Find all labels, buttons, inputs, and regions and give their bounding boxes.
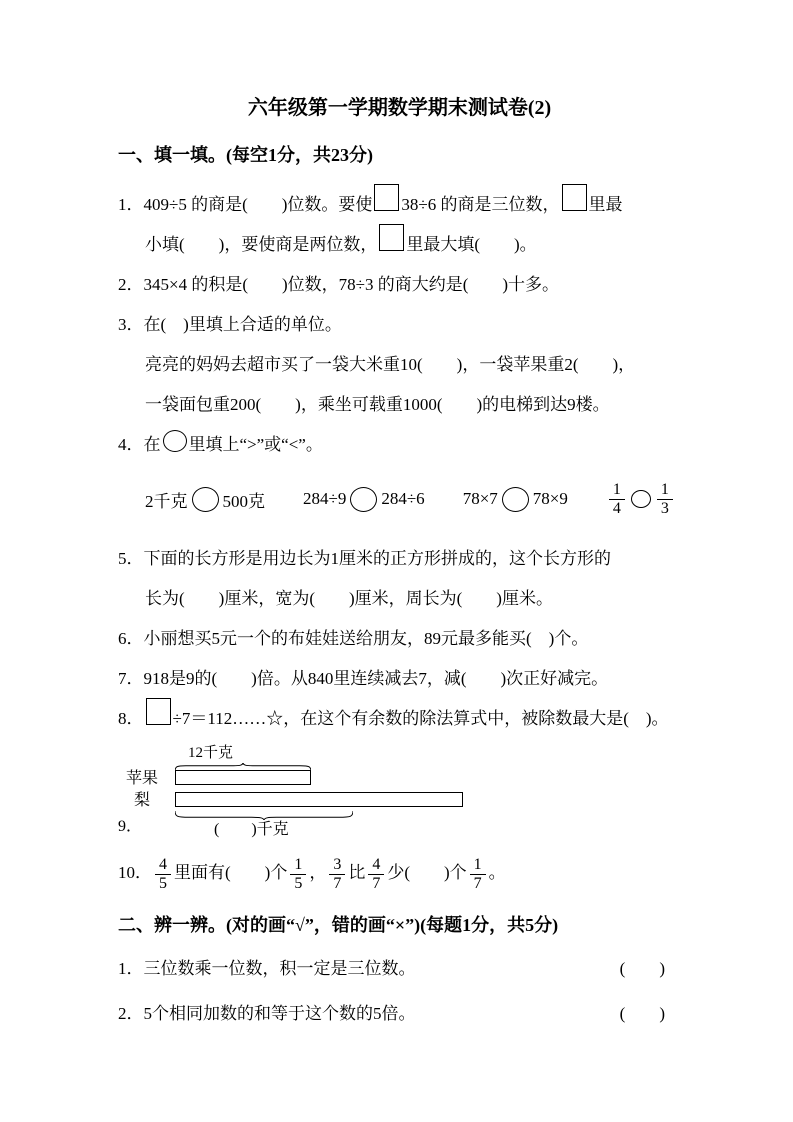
comparison-pair [463, 487, 568, 512]
section2-header: 二、辨一辨。(对的画“√”，错的画“×”)(每题1分，共5分) [118, 915, 559, 935]
fraction-denominator: 7 [368, 874, 384, 893]
spacer [416, 949, 620, 989]
comparison-right: 500克 [222, 491, 265, 511]
fraction-numerator: 4 [372, 856, 381, 873]
question-8 [118, 699, 681, 739]
fraction-numerator: 1 [294, 856, 303, 873]
question-3-line-1: 3．在( )里填上合适的单位。 [118, 315, 342, 334]
blank-box [379, 224, 404, 251]
fraction-denominator: 3 [657, 499, 673, 518]
spacer [416, 994, 620, 1034]
q1-text-e: 里最大填( )。 [406, 235, 537, 254]
question-5-line-1: 5．下面的长方形是用边长为1厘米的正方形拼成的，这个长方形的 [118, 549, 611, 568]
fraction-denominator: 5 [290, 874, 306, 893]
comparison-right: 284÷6 [381, 489, 425, 508]
fraction-denominator: 5 [155, 874, 171, 893]
q4-head-b: 里填上“>”或“<”。 [188, 435, 323, 454]
fraction [368, 856, 384, 892]
tf-item-text: 1．三位数乘一位数，积一定是三位数。 [118, 959, 416, 978]
q10-text-5: 。 [488, 863, 506, 882]
comparison-left: 78×7 [462, 489, 498, 508]
fraction [657, 481, 673, 517]
comparison-circle [631, 490, 651, 508]
fraction [155, 856, 171, 892]
comparison-circle [350, 487, 377, 512]
apple-label: 苹果 [126, 770, 159, 787]
q10-number: 10． [118, 863, 152, 882]
question-9-diagram [118, 739, 681, 839]
q10-text-1: 里面有( )个 [174, 863, 288, 882]
question-4-comparisons [118, 471, 681, 527]
answer-blank: ( ) [619, 1004, 665, 1023]
bottom-brace-label: ( )千克 [214, 821, 289, 838]
comparison-left: 2千克 [145, 491, 188, 511]
q1-text-b: 38÷6 的商是三位数， [401, 195, 560, 214]
pear-bar [175, 792, 463, 807]
blank-box [146, 698, 171, 725]
blank-box [562, 184, 587, 211]
q8-text: ÷7＝112……☆，在这个有余数的除法算式中，被除数最大是( )。 [172, 709, 669, 728]
fraction-numerator: 1 [660, 480, 669, 498]
fraction-numerator: 3 [333, 856, 342, 873]
answer-blank: ( ) [619, 959, 665, 978]
fraction-numerator: 4 [159, 856, 167, 873]
comparison-circle [502, 487, 529, 512]
question-3-line-2: 亮亮的妈妈去超市买了一袋大米重10( )，一袋苹果重2( )， [145, 355, 636, 374]
q4-head-a: 4．在 [118, 435, 161, 454]
question-3-line-3: 一袋面包重200( )，乘坐可载重1000( )的电梯到达9楼。 [145, 395, 610, 414]
blank-box [374, 184, 399, 211]
fraction [609, 481, 625, 517]
apple-bar [175, 770, 311, 785]
question-5-line-2: 长为( )厘米，宽为( )厘米，周长为( )厘米。 [145, 589, 553, 608]
top-brace-label: 12千克 [188, 745, 234, 761]
comparison-pair [145, 487, 265, 512]
comparison-left: 284÷9 [303, 489, 347, 508]
page-title: 六年级第一学期数学期末测试卷(2) [247, 97, 552, 119]
tf-item-text: 2．5个相同加数的和等于这个数的5倍。 [118, 1004, 416, 1023]
fraction-denominator: 7 [470, 874, 486, 893]
section1-header: 一、填一填。(每空1分，共23分) [118, 145, 373, 165]
true-false-item [118, 994, 681, 1034]
fraction [329, 856, 345, 892]
question-4-head [118, 425, 681, 465]
q1-text-a: 1．409÷5 的商是( )位数。要使 [118, 195, 373, 214]
question-10 [118, 847, 681, 899]
bottom-brace [175, 811, 353, 820]
true-false-item [118, 949, 681, 989]
question-9-number: 9． [118, 818, 143, 835]
question-6: 6．小丽想买5元一个的布娃娃送给朋友，89元最多能买( )个。 [118, 629, 589, 648]
pear-label: 梨 [134, 792, 151, 809]
q10-text-4: 少( )个 [387, 863, 467, 882]
q10-text-2: ， [309, 863, 327, 882]
question-1-line-1 [118, 185, 681, 225]
fraction [470, 856, 486, 892]
question-2: 2．345×4 的积是( )位数，78÷3 的商大约是( )十多。 [118, 275, 560, 294]
fraction-numerator: 1 [473, 856, 482, 873]
q8-number: 8． [118, 709, 144, 728]
q1-text-d: 小填( )，要使商是两位数， [145, 235, 378, 254]
q1-text-c: 里最 [588, 195, 623, 214]
question-1-line-2 [118, 225, 681, 265]
comparison-circle [192, 487, 219, 512]
fraction-denominator: 7 [329, 874, 345, 893]
comparison-pair-fractions [606, 481, 676, 517]
fraction-denominator: 4 [609, 499, 625, 518]
fraction [290, 856, 306, 892]
question-7: 7．918是9的( )倍。从840里连续减去7，减( )次正好减完。 [118, 669, 609, 688]
comparison-right: 78×9 [532, 489, 568, 508]
comparison-pair [303, 487, 425, 512]
q10-text-3: 比 [348, 863, 366, 882]
comparison-circle [163, 430, 187, 452]
fraction-numerator: 1 [612, 480, 621, 498]
